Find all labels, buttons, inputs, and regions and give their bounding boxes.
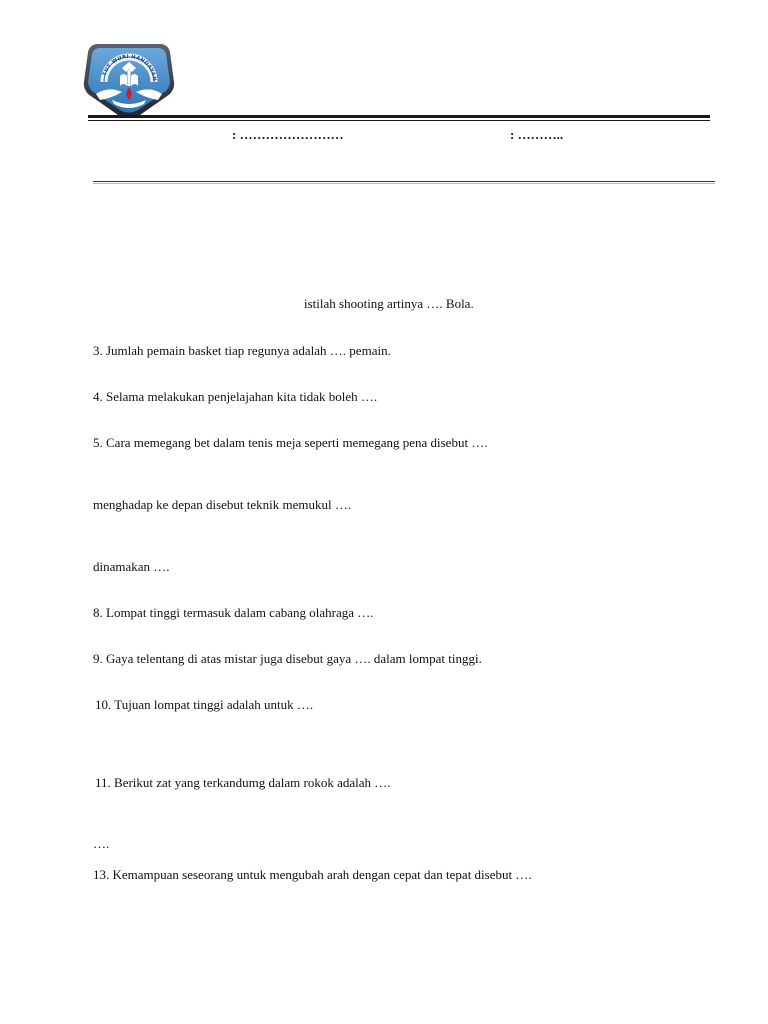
section-divider: [93, 181, 715, 182]
section-divider-shadow: [93, 183, 715, 184]
student-name-field: : ……………………: [232, 127, 344, 142]
question-10: 10. Tujuan lompat tinggi adalah untuk ….: [95, 697, 314, 712]
question-8: 8. Lompat tinggi termasuk dalam cabang olahraga ….: [93, 605, 374, 620]
question-3: 3. Jumlah pemain basket tiap regunya adalah …. pemain.: [93, 343, 391, 358]
question-9: 9. Gaya telentang di atas mistar juga disebut gaya …. dalam lompat tinggi.: [93, 651, 482, 666]
tut-wuri-handayani-emblem-icon: [82, 42, 176, 118]
svg-text:TUT WURI HANDAYANI: TUT WURI HANDAYAN: [101, 53, 158, 82]
header-divider-thick: [88, 115, 710, 118]
question-12-fragment: ….: [93, 836, 110, 851]
question-11: 11. Berikut zat yang terkandumg dalam rokok adalah ….: [95, 775, 391, 790]
class-field: : ………..: [510, 127, 564, 142]
header-divider-thin: [88, 120, 710, 121]
question-4: 4. Selama melakukan penjelajahan kita tidak boleh ….: [93, 389, 378, 404]
question-7-fragment: dinamakan ….: [93, 559, 170, 574]
question-13: 13. Kemampuan seseorang untuk mengubah arah dengan cepat dan tepat disebut ….: [93, 867, 532, 882]
question-6-fragment: menghadap ke depan disebut teknik memukul ….: [93, 497, 352, 512]
question-5: 5. Cara memegang bet dalam tenis meja seperti memegang pena disebut ….: [93, 435, 488, 450]
question-shooting: istilah shooting artinya …. Bola.: [304, 296, 474, 311]
